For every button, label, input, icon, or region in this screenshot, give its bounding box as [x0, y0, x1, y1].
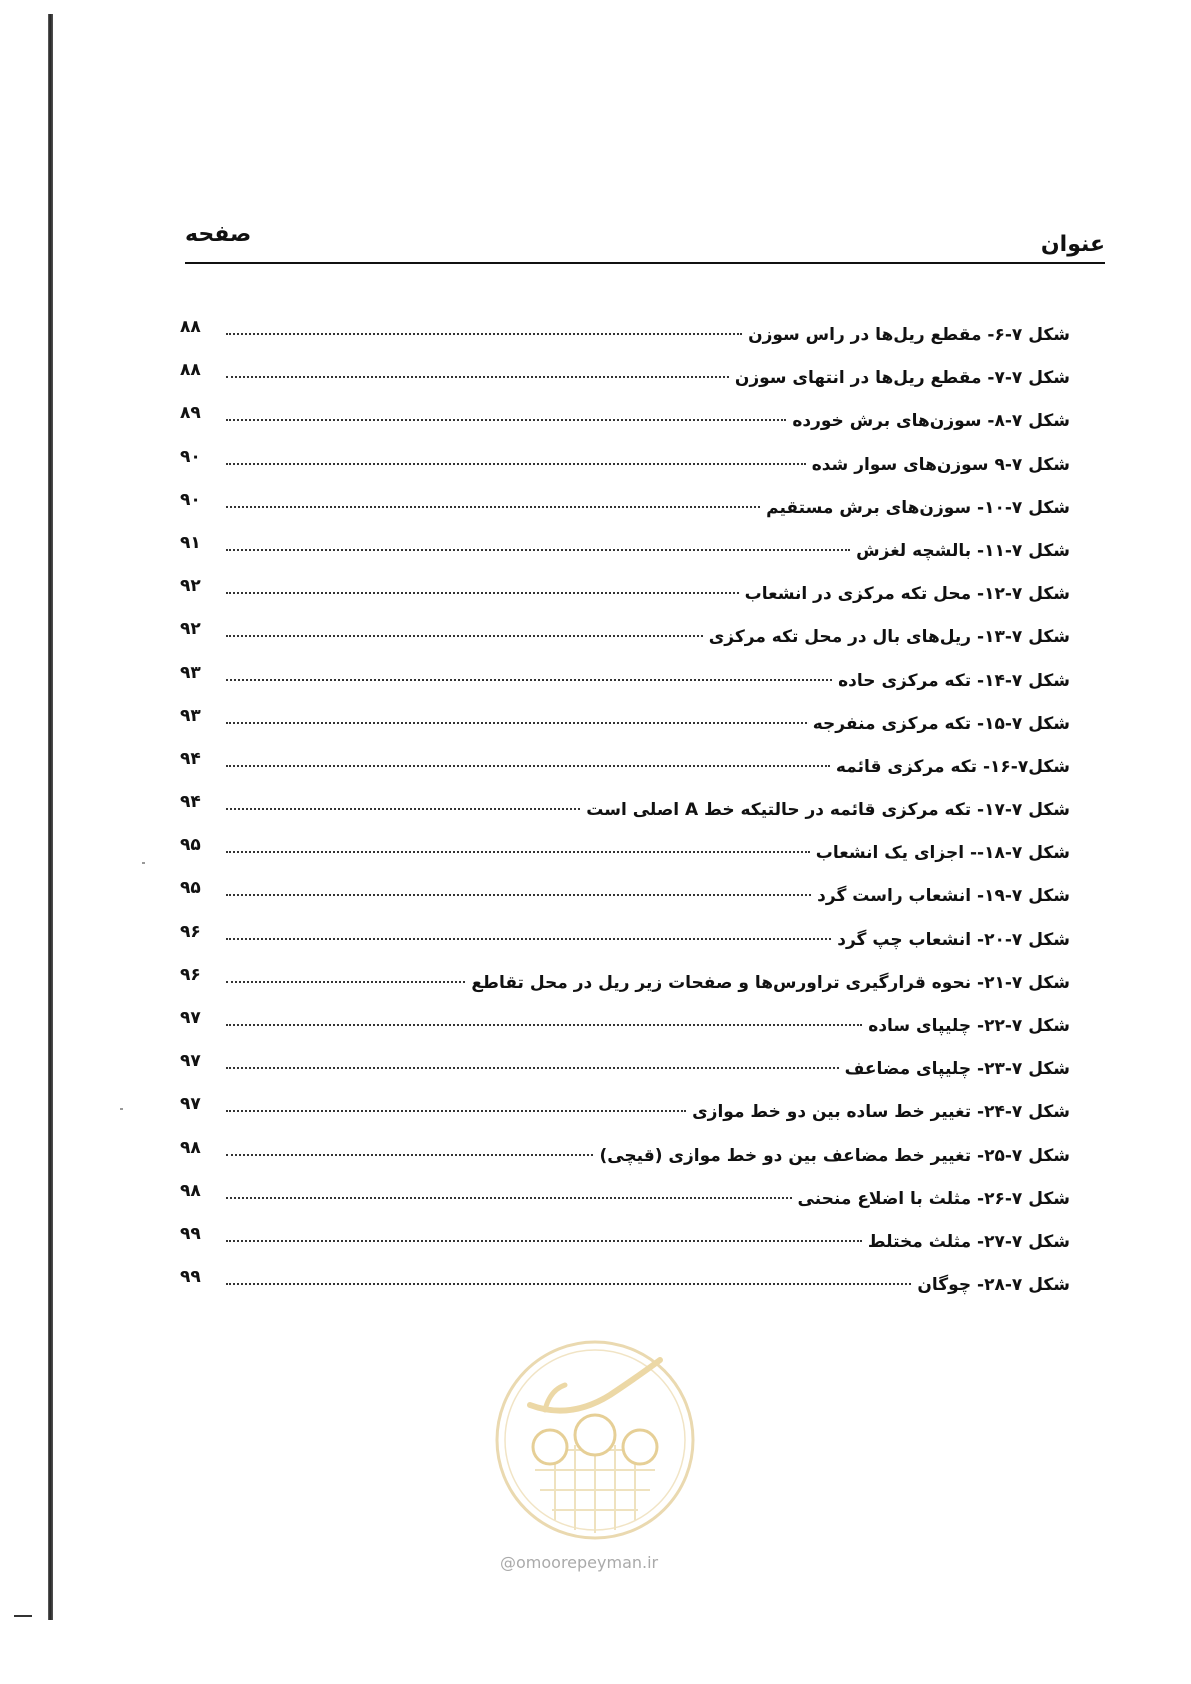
dot-leader	[226, 1154, 593, 1156]
toc-row	[180, 446, 1070, 498]
toc-entry-page: ۹۱	[180, 532, 201, 553]
toc-row	[180, 662, 1070, 714]
toc-entry-label: شکل ۷-۱۸-- اجزای یک انشعاب	[815, 843, 1070, 864]
toc-entry-page: ۹۹	[180, 1267, 201, 1288]
toc-row	[180, 1051, 1070, 1102]
toc-row	[180, 792, 1070, 843]
column-title: عنوان	[1040, 232, 1105, 257]
toc-entry-label: شکل ۷-۱۵- تکه مرکزی منفرجه	[812, 713, 1070, 734]
toc-entry-label: شکل ۷-۸- سوزن‌های برش خورده	[792, 411, 1070, 432]
toc-entry-label: شکل ۷-۲۶- مثلث با اضلاع منحنی	[797, 1188, 1070, 1209]
dot-leader	[226, 722, 807, 724]
toc-entry-page: ۹۷	[180, 1051, 201, 1072]
edge-mark	[14, 1615, 32, 1617]
toc-entry-page: ۹۰	[180, 489, 201, 510]
toc-row	[180, 705, 1070, 757]
binding-edge	[48, 14, 53, 1620]
toc-row	[180, 1094, 1070, 1145]
toc-entry-page: ۹۰	[180, 446, 201, 467]
scan-speck	[120, 1108, 123, 1110]
dot-leader	[226, 938, 831, 940]
dot-leader	[226, 808, 580, 810]
toc-row	[180, 576, 1070, 627]
toc-row	[180, 532, 1070, 584]
toc-header	[185, 222, 1105, 264]
dot-leader	[226, 1283, 911, 1285]
dot-leader	[226, 1110, 686, 1112]
toc-entry-page: ۹۹	[180, 1223, 201, 1244]
dot-leader	[226, 981, 465, 983]
toc-entry-label: شکل ۷-۱۳- ریل‌های بال در محل تکه مرکزی	[708, 627, 1070, 648]
toc-entry-label: شکل ۷-۲۵- تغییر خط مضاعف بین دو خط موازی (قیچی)	[599, 1145, 1070, 1166]
toc-entry-label: شکل ۷-۱۴- تکه مرکزی حاده	[838, 670, 1070, 691]
toc-row	[180, 489, 1070, 541]
toc-entry-label: شکل ۷-۱۲- محل تکه مرکزی در انشعاب	[744, 584, 1070, 605]
dot-leader	[226, 1197, 792, 1199]
toc-entry-page: ۹۸	[180, 1180, 201, 1201]
toc-row	[180, 1267, 1070, 1318]
toc-row	[180, 964, 1070, 1016]
toc-entry-label: شکل ۷-۱۱- بالشچه لغزش	[856, 540, 1070, 561]
toc-row	[180, 619, 1070, 670]
toc-entry-label: شکل ۷-۲۸- چوگان	[917, 1275, 1070, 1296]
toc-entry-label: شکل ۷-۹ سوزن‌های سوار شده	[811, 454, 1070, 475]
dot-leader	[226, 894, 811, 896]
figure-list	[180, 317, 1070, 1318]
toc-entry-label: شکل ۷-۲۴- تغییر خط ساده بین دو خط موازی	[692, 1102, 1070, 1123]
toc-entry-page: ۹۳	[180, 662, 201, 683]
toc-entry-page: ۹۷	[180, 1008, 201, 1028]
dot-leader	[226, 635, 703, 637]
toc-entry-label: شکل ۷-۲۳- چلیپای مضاعف	[844, 1059, 1070, 1080]
column-page: صفحه	[185, 222, 252, 247]
toc-row	[180, 403, 1070, 454]
dot-leader	[226, 376, 729, 378]
toc-row	[180, 921, 1070, 973]
dot-leader	[226, 1024, 862, 1026]
toc-entry-page: ۹۳	[180, 705, 201, 726]
toc-entry-page: ۹۶	[180, 964, 201, 985]
dot-leader	[226, 1067, 839, 1069]
stamp-logo-icon	[490, 1335, 700, 1545]
toc-row	[180, 1008, 1070, 1059]
toc-entry-page: ۹۴	[180, 792, 201, 813]
dot-leader	[226, 1240, 862, 1242]
watermark-stamp	[490, 1335, 700, 1545]
toc-entry-label: شکل ۷-۷- مقطع ریل‌ها در انتهای سوزن	[734, 368, 1070, 389]
toc-entry-page: ۹۶	[180, 921, 201, 942]
toc-entry-label: شکل ۷-۲۷- مثلث مختلط	[867, 1231, 1070, 1252]
toc-entry-label: شکل ۷-۱۹- انشعاب راست گرد	[817, 886, 1070, 907]
toc-entry-label: شکل ۷-۱۰- سوزن‌های برش مستقیم	[766, 497, 1070, 518]
dot-leader	[226, 592, 739, 594]
toc-row	[180, 317, 1070, 368]
toc-entry-page: ۹۴	[180, 748, 201, 769]
toc-entry-page: ۸۹	[180, 403, 201, 424]
toc-entry-label: شکل ۷-۶- مقطع ریل‌ها در راس سوزن	[748, 325, 1070, 345]
watermark-site: @omoorepeyman.ir	[500, 1553, 659, 1572]
toc-entry-page: ۹۲	[180, 576, 201, 597]
dot-leader	[226, 851, 810, 853]
dot-leader	[226, 765, 830, 767]
toc-row	[180, 748, 1070, 800]
toc-entry-page: ۹۵	[180, 835, 201, 856]
toc-entry-label: شکل ۷-۲۱- نحوه قرارگیری تراورس‌ها و صفحات زیر ریل در محل تقاطع	[471, 972, 1070, 993]
toc-entry-page: ۹۲	[180, 619, 201, 640]
toc-row	[180, 1180, 1070, 1232]
toc-row	[180, 1137, 1070, 1189]
toc-row	[180, 360, 1070, 411]
toc-entry-label: شکل ۷-۱۷- تکه مرکزی قائمه در حالتیکه خط A اصلی است	[586, 800, 1070, 821]
dot-leader	[226, 333, 742, 335]
toc-entry-label: شکل ۷-۲۲- چلیپای ساده	[868, 1016, 1070, 1036]
toc-entry-label: شکل۷-۱۶- تکه مرکزی قائمه	[835, 756, 1070, 777]
dot-leader	[226, 419, 786, 421]
dot-leader	[226, 506, 760, 508]
toc-entry-label: شکل ۷-۲۰- انشعاب چپ گرد	[837, 929, 1070, 950]
toc-entry-page: ۹۸	[180, 1137, 201, 1158]
dot-leader	[226, 463, 806, 465]
dot-leader	[226, 549, 850, 551]
toc-entry-page: ۸۸	[180, 317, 201, 337]
scan-speck	[142, 862, 145, 864]
toc-row	[180, 878, 1070, 929]
toc-entry-page: ۸۸	[180, 360, 201, 381]
dot-leader	[226, 679, 832, 681]
toc-entry-page: ۹۷	[180, 1094, 201, 1115]
toc-entry-page: ۹۵	[180, 878, 201, 899]
toc-row	[180, 835, 1070, 886]
toc-row	[180, 1223, 1070, 1275]
